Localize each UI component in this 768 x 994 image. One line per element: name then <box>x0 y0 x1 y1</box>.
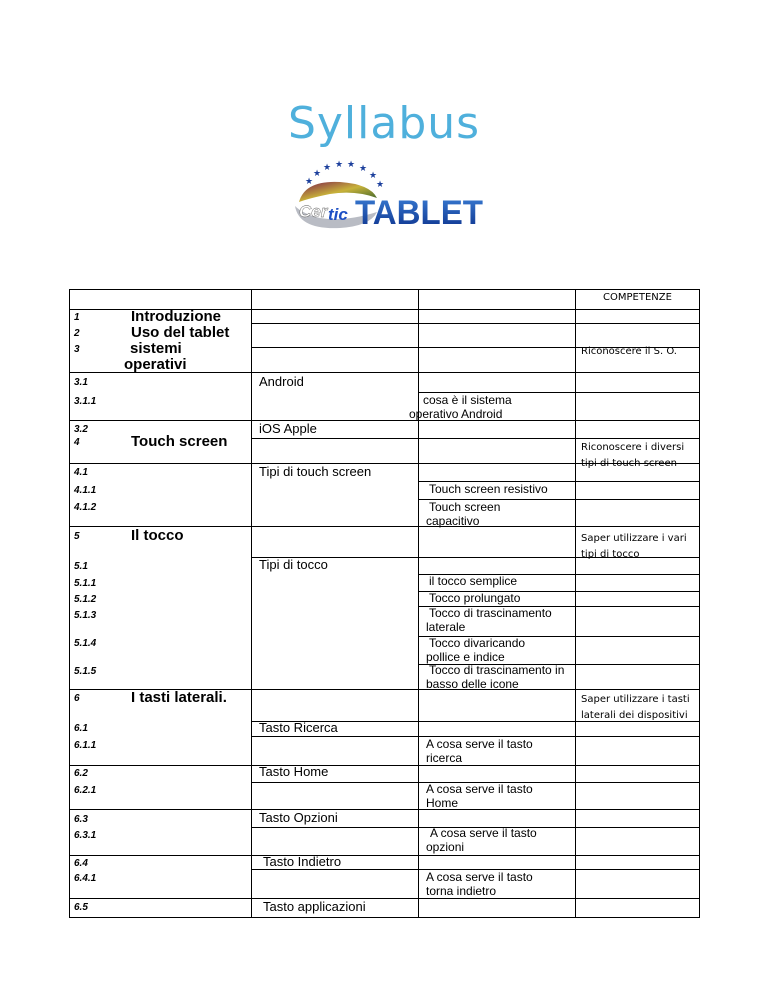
row-number: 6.1.1 <box>74 740 97 751</box>
svg-text:★: ★ <box>335 159 344 169</box>
competenze-header: COMPETENZE <box>603 292 672 303</box>
row-number: 4.1 <box>74 467 88 478</box>
detail-label: cosa è il sistema operativo Android <box>409 393 512 421</box>
topic-label: Android <box>259 374 304 389</box>
row-number: 6.3 <box>74 814 88 825</box>
row-number: 5.1 <box>74 561 88 572</box>
row-number: 5.1.2 <box>74 594 97 605</box>
topic-label: Tasto Home <box>259 764 329 779</box>
row-number: 6.5 <box>74 902 88 913</box>
row-number: 3.1 <box>74 377 88 388</box>
competence-label: Saper utilizzare i tasti laterali dei dispositivi <box>581 694 690 721</box>
topic-label: Tasto Opzioni <box>259 810 338 825</box>
detail-label: Tocco di trascinamento in basso delle icone <box>426 663 565 691</box>
topic-label: Tipi di tocco <box>259 557 328 572</box>
row-number: 4.1.2 <box>74 502 97 513</box>
page-title: Syllabus <box>287 98 481 149</box>
row-number: 6.4.1 <box>74 873 97 884</box>
svg-text:★: ★ <box>313 168 322 178</box>
row-number: 4 <box>74 437 80 448</box>
competence-label: Saper utilizzare i vari tipi di tocco <box>581 533 687 560</box>
svg-text:★: ★ <box>305 176 314 186</box>
row-number: 3 <box>74 344 80 355</box>
detail-label: A cosa serve il tasto torna indietro <box>426 870 533 898</box>
detail-label: A cosa serve il tasto Home <box>426 782 533 810</box>
logo-tic: tic <box>328 205 348 224</box>
detail-label: Touch screen resistivo <box>429 482 548 496</box>
section-title: I tasti laterali. <box>131 689 227 706</box>
topic-label: Tipi di touch screen <box>259 464 372 479</box>
svg-text:★: ★ <box>347 159 356 169</box>
topic-label: Tasto Ricerca <box>259 720 338 735</box>
svg-text:★: ★ <box>323 162 332 172</box>
row-number: 6.1 <box>74 723 88 734</box>
topic-label: Tasto Indietro <box>263 854 342 869</box>
section-title: Uso del tablet <box>131 324 230 341</box>
row-number: 5.1.1 <box>74 578 97 589</box>
section-title: Touch screen <box>131 433 228 450</box>
detail-label: A cosa serve il tasto opzioni <box>426 826 537 854</box>
row-number: 6.2 <box>74 768 88 779</box>
row-number: 3.2 <box>74 424 88 435</box>
row-number: 5 <box>74 531 80 542</box>
detail-label: Touch screen capacitivo <box>426 500 501 528</box>
section-title: Il tocco <box>131 527 184 544</box>
row-number: 6 <box>74 693 80 704</box>
row-number: 5.1.4 <box>74 638 97 649</box>
competence-label: Riconoscere i diversi tipi di touch screen <box>581 442 685 469</box>
logo-tablet: TABLET <box>355 194 484 232</box>
detail-clip <box>409 392 575 421</box>
row-number: 6.3.1 <box>74 830 97 841</box>
detail-label: A cosa serve il tasto ricerca <box>426 737 533 765</box>
svg-text:★: ★ <box>359 163 368 173</box>
row-number: 2 <box>74 328 80 339</box>
topic-label: Tasto applicazioni <box>263 899 366 914</box>
row-number: 6.4 <box>74 858 88 869</box>
row-number: 6.2.1 <box>74 785 97 796</box>
row-number: 1 <box>74 312 80 323</box>
row-number: 4.1.1 <box>74 485 97 496</box>
row-number: 5.1.3 <box>74 610 97 621</box>
detail-label: Tocco prolungato <box>429 591 521 605</box>
section-title: Introduzione <box>131 308 221 325</box>
detail-label: Tocco divaricando pollice e indice <box>426 636 526 664</box>
logo-cer: Cer <box>299 202 328 221</box>
row-number: 5.1.5 <box>74 666 97 677</box>
svg-text:★: ★ <box>369 170 378 180</box>
competence-label: Riconoscere il S. O. <box>581 346 677 357</box>
topic-label: iOS Apple <box>259 421 317 436</box>
row-number: 3.1.1 <box>74 396 97 407</box>
detail-label: Tocco di trascinamento laterale <box>426 606 552 634</box>
svg-text:★: ★ <box>376 179 385 189</box>
section-title: sistemi operativi <box>124 340 187 373</box>
detail-label: il tocco semplice <box>429 574 518 588</box>
